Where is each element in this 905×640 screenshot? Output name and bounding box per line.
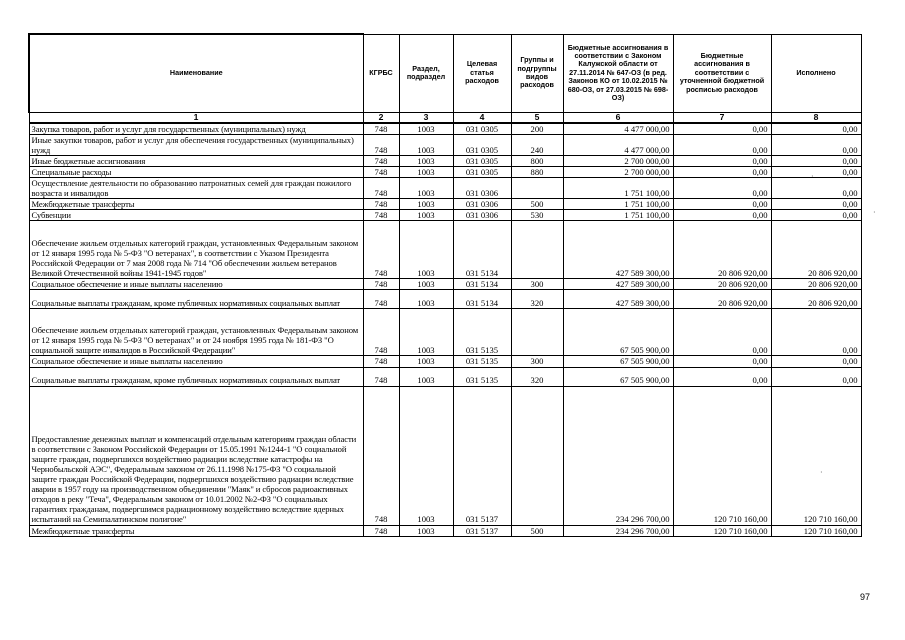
row-kgrbs: 748 — [363, 309, 399, 356]
row-name: Предоставление денежных выплат и компенсаций отдельным категориям граждан области в соответствии с Законом Российской Федерации от 15.05.1991 №1244-1 "О социальной защите граждан, подвергшихся воздействию радиации вследствие катастрофы на Чернобыльской АЭС", Федеральным законом от 26.11.1998 №175-ФЗ "О социальной защите граждан Российской Федерации, подвергшихся воздействию радиации вследствие аварии в 1957 году на производственном объединении "Маяк" и сбросов радиоактивных отходов в реку "Теча", Федеральным законом от 10.01.2002 №2-ФЗ "О социальных гарантиях гражданам, подвергшимся радиационному воздействию вследствие ядерных испытаний на Семипалатинском полигоне" — [29, 386, 363, 525]
row-kgrbs: 748 — [363, 155, 399, 166]
col-header-razdel: Раздел, подраздел — [399, 34, 453, 112]
row-csr: 031 0305 — [453, 123, 511, 135]
row-exec: 0,00 — [771, 166, 861, 177]
row-razdel: 1003 — [399, 177, 453, 198]
row-vr: 300 — [511, 356, 563, 367]
col-number: 2 — [363, 112, 399, 123]
col-number: 1 — [29, 112, 363, 123]
row-razdel: 1003 — [399, 309, 453, 356]
row-assign: 2 700 000,00 — [563, 155, 673, 166]
row-vr: 240 — [511, 134, 563, 155]
row-razdel: 1003 — [399, 356, 453, 367]
table-row — [29, 177, 861, 198]
row-csr: 031 0305 — [453, 166, 511, 177]
row-vr: 320 — [511, 367, 563, 386]
col-number: 3 — [399, 112, 453, 123]
row-exec: 0,00 — [771, 199, 861, 210]
row-roster: 0,00 — [673, 123, 771, 135]
row-assign: 1 751 100,00 — [563, 177, 673, 198]
row-vr: 200 — [511, 123, 563, 135]
row-razdel: 1003 — [399, 525, 453, 536]
row-kgrbs: 748 — [363, 386, 399, 525]
row-kgrbs: 748 — [363, 356, 399, 367]
row-kgrbs: 748 — [363, 123, 399, 135]
row-roster: 0,00 — [673, 309, 771, 356]
table-row — [29, 356, 861, 367]
table-row — [29, 166, 861, 177]
row-razdel: 1003 — [399, 155, 453, 166]
row-csr: 031 5137 — [453, 386, 511, 525]
row-kgrbs: 748 — [363, 199, 399, 210]
row-assign: 67 505 900,00 — [563, 309, 673, 356]
row-razdel: 1003 — [399, 123, 453, 135]
row-roster: 0,00 — [673, 210, 771, 221]
table-row — [29, 525, 861, 536]
budget-table-page — [28, 33, 862, 537]
col-header-name: Наименование — [29, 34, 363, 112]
col-header-vr: Группы и подгруппы видов расходов — [511, 34, 563, 112]
col-number: 7 — [673, 112, 771, 123]
row-roster: 0,00 — [673, 134, 771, 155]
table-row — [29, 199, 861, 210]
col-header-exec: Исполнено — [771, 34, 861, 112]
row-roster: 0,00 — [673, 356, 771, 367]
row-csr: 031 5134 — [453, 279, 511, 290]
row-name: Социальное обеспечение и иные выплаты населению — [29, 279, 363, 290]
col-number: 4 — [453, 112, 511, 123]
column-number-row — [29, 112, 861, 123]
row-exec: 0,00 — [771, 210, 861, 221]
col-header-roster: Бюджетные ассигнования в соответствии с уточненной бюджетной росписью расходов — [673, 34, 771, 112]
row-roster: 0,00 — [673, 367, 771, 386]
row-name: Осуществление деятельности по образованию патронатных семей для граждан пожилого возраста и инвалидов — [29, 177, 363, 198]
row-razdel: 1003 — [399, 134, 453, 155]
row-roster: 0,00 — [673, 177, 771, 198]
row-csr: 031 5135 — [453, 356, 511, 367]
row-razdel: 1003 — [399, 221, 453, 279]
row-kgrbs: 748 — [363, 279, 399, 290]
row-exec: 20 806 920,00 — [771, 290, 861, 309]
table-row — [29, 386, 861, 525]
row-exec: 20 806 920,00 — [771, 221, 861, 279]
row-assign: 427 589 300,00 — [563, 279, 673, 290]
row-vr — [511, 177, 563, 198]
row-razdel: 1003 — [399, 210, 453, 221]
row-assign: 67 505 900,00 — [563, 356, 673, 367]
header-row — [29, 34, 861, 112]
row-kgrbs: 748 — [363, 177, 399, 198]
row-vr — [511, 221, 563, 279]
row-razdel: 1003 — [399, 290, 453, 309]
row-vr: 320 — [511, 290, 563, 309]
row-name: Иные бюджетные ассигнования — [29, 155, 363, 166]
row-kgrbs: 748 — [363, 290, 399, 309]
row-razdel: 1003 — [399, 386, 453, 525]
row-assign: 1 751 100,00 — [563, 210, 673, 221]
row-csr: 031 0305 — [453, 134, 511, 155]
row-exec: 120 710 160,00 — [771, 525, 861, 536]
row-exec: 120 710 160,00 — [771, 386, 861, 525]
row-kgrbs: 748 — [363, 221, 399, 279]
row-csr: 031 5135 — [453, 309, 511, 356]
row-assign: 4 477 000,00 — [563, 123, 673, 135]
row-exec: 0,00 — [771, 123, 861, 135]
row-csr: 031 0306 — [453, 199, 511, 210]
row-name: Социальные выплаты гражданам, кроме публичных нормативных социальных выплат — [29, 290, 363, 309]
row-exec: 0,00 — [771, 367, 861, 386]
row-razdel: 1003 — [399, 367, 453, 386]
row-exec: 0,00 — [771, 177, 861, 198]
row-assign: 234 296 700,00 — [563, 386, 673, 525]
table-row — [29, 210, 861, 221]
row-assign: 67 505 900,00 — [563, 367, 673, 386]
row-vr: 530 — [511, 210, 563, 221]
table-row — [29, 367, 861, 386]
scan-speck: · — [811, 172, 814, 181]
row-kgrbs: 748 — [363, 210, 399, 221]
table-body — [29, 123, 861, 537]
row-razdel: 1003 — [399, 279, 453, 290]
row-vr — [511, 386, 563, 525]
row-name: Обеспечение жильем отдельных категорий граждан, установленных Федеральным законом от 12 января 1995 года № 5-ФЗ "О ветеранах" и от 24 ноября 1995 года № 181-ФЗ "О социальной защите инвалидов в Российской Федерации" — [29, 309, 363, 356]
row-vr: 300 — [511, 279, 563, 290]
col-header-assign: Бюджетные ассигнования в соответствии с Законом Калужской области от 27.11.2014 № 647-ОЗ (в ред. Законов КО от 10.02.2015 № 680-ОЗ, от 27.03.2015 № 698-ОЗ) — [563, 34, 673, 112]
row-exec: 0,00 — [771, 155, 861, 166]
row-roster: 0,00 — [673, 155, 771, 166]
row-kgrbs: 748 — [363, 525, 399, 536]
col-number: 8 — [771, 112, 861, 123]
table-row — [29, 221, 861, 279]
row-assign: 427 589 300,00 — [563, 221, 673, 279]
row-name: Иные закупки товаров, работ и услуг для обеспечения государственных (муниципальных) нужд — [29, 134, 363, 155]
col-number: 6 — [563, 112, 673, 123]
row-roster: 0,00 — [673, 166, 771, 177]
row-roster: 120 710 160,00 — [673, 386, 771, 525]
page-number: 97 — [860, 592, 871, 602]
scan-speck: · — [820, 468, 823, 477]
row-vr — [511, 309, 563, 356]
table-row — [29, 123, 861, 135]
row-csr: 031 5134 — [453, 290, 511, 309]
row-roster: 120 710 160,00 — [673, 525, 771, 536]
row-roster: 0,00 — [673, 199, 771, 210]
table-row — [29, 134, 861, 155]
col-header-kgrbs: КГРБС — [363, 34, 399, 112]
row-razdel: 1003 — [399, 166, 453, 177]
row-vr: 500 — [511, 199, 563, 210]
row-name: Субвенции — [29, 210, 363, 221]
row-assign: 1 751 100,00 — [563, 199, 673, 210]
row-name: Социальное обеспечение и иные выплаты населению — [29, 356, 363, 367]
row-csr: 031 5134 — [453, 221, 511, 279]
row-kgrbs: 748 — [363, 134, 399, 155]
row-csr: 031 0305 — [453, 155, 511, 166]
row-exec: 0,00 — [771, 356, 861, 367]
row-name: Специальные расходы — [29, 166, 363, 177]
table-row — [29, 290, 861, 309]
row-razdel: 1003 — [399, 199, 453, 210]
row-vr: 800 — [511, 155, 563, 166]
row-vr: 880 — [511, 166, 563, 177]
row-name: Закупка товаров, работ и услуг для государственных (муниципальных) нужд — [29, 123, 363, 135]
scan-speck: · — [873, 208, 876, 217]
row-csr: 031 5137 — [453, 525, 511, 536]
row-csr: 031 5135 — [453, 367, 511, 386]
row-assign: 4 477 000,00 — [563, 134, 673, 155]
row-roster: 20 806 920,00 — [673, 279, 771, 290]
row-roster: 20 806 920,00 — [673, 290, 771, 309]
row-csr: 031 0306 — [453, 210, 511, 221]
table-row — [29, 309, 861, 356]
table-row — [29, 279, 861, 290]
row-csr: 031 0306 — [453, 177, 511, 198]
row-vr: 500 — [511, 525, 563, 536]
row-exec: 20 806 920,00 — [771, 279, 861, 290]
row-kgrbs: 748 — [363, 166, 399, 177]
row-name: Межбюджетные трансферты — [29, 199, 363, 210]
row-kgrbs: 748 — [363, 367, 399, 386]
col-header-csr: Целевая статья расходов — [453, 34, 511, 112]
col-number: 5 — [511, 112, 563, 123]
row-name: Социальные выплаты гражданам, кроме публичных нормативных социальных выплат — [29, 367, 363, 386]
row-exec: 0,00 — [771, 309, 861, 356]
row-assign: 427 589 300,00 — [563, 290, 673, 309]
row-assign: 234 296 700,00 — [563, 525, 673, 536]
budget-table — [28, 33, 862, 537]
row-exec: 0,00 — [771, 134, 861, 155]
row-assign: 2 700 000,00 — [563, 166, 673, 177]
table-row — [29, 155, 861, 166]
row-name: Обеспечение жильем отдельных категорий граждан, установленных Федеральным законом от 12 января 1995 года № 5-ФЗ "О ветеранах", в соответствии с Указом Президента Российской Федерации от 7 мая 2008 года № 714 "Об обеспечении жильем ветеранов Великой Отечественной войны 1941-1945 годов" — [29, 221, 363, 279]
row-name: Межбюджетные трансферты — [29, 525, 363, 536]
row-roster: 20 806 920,00 — [673, 221, 771, 279]
